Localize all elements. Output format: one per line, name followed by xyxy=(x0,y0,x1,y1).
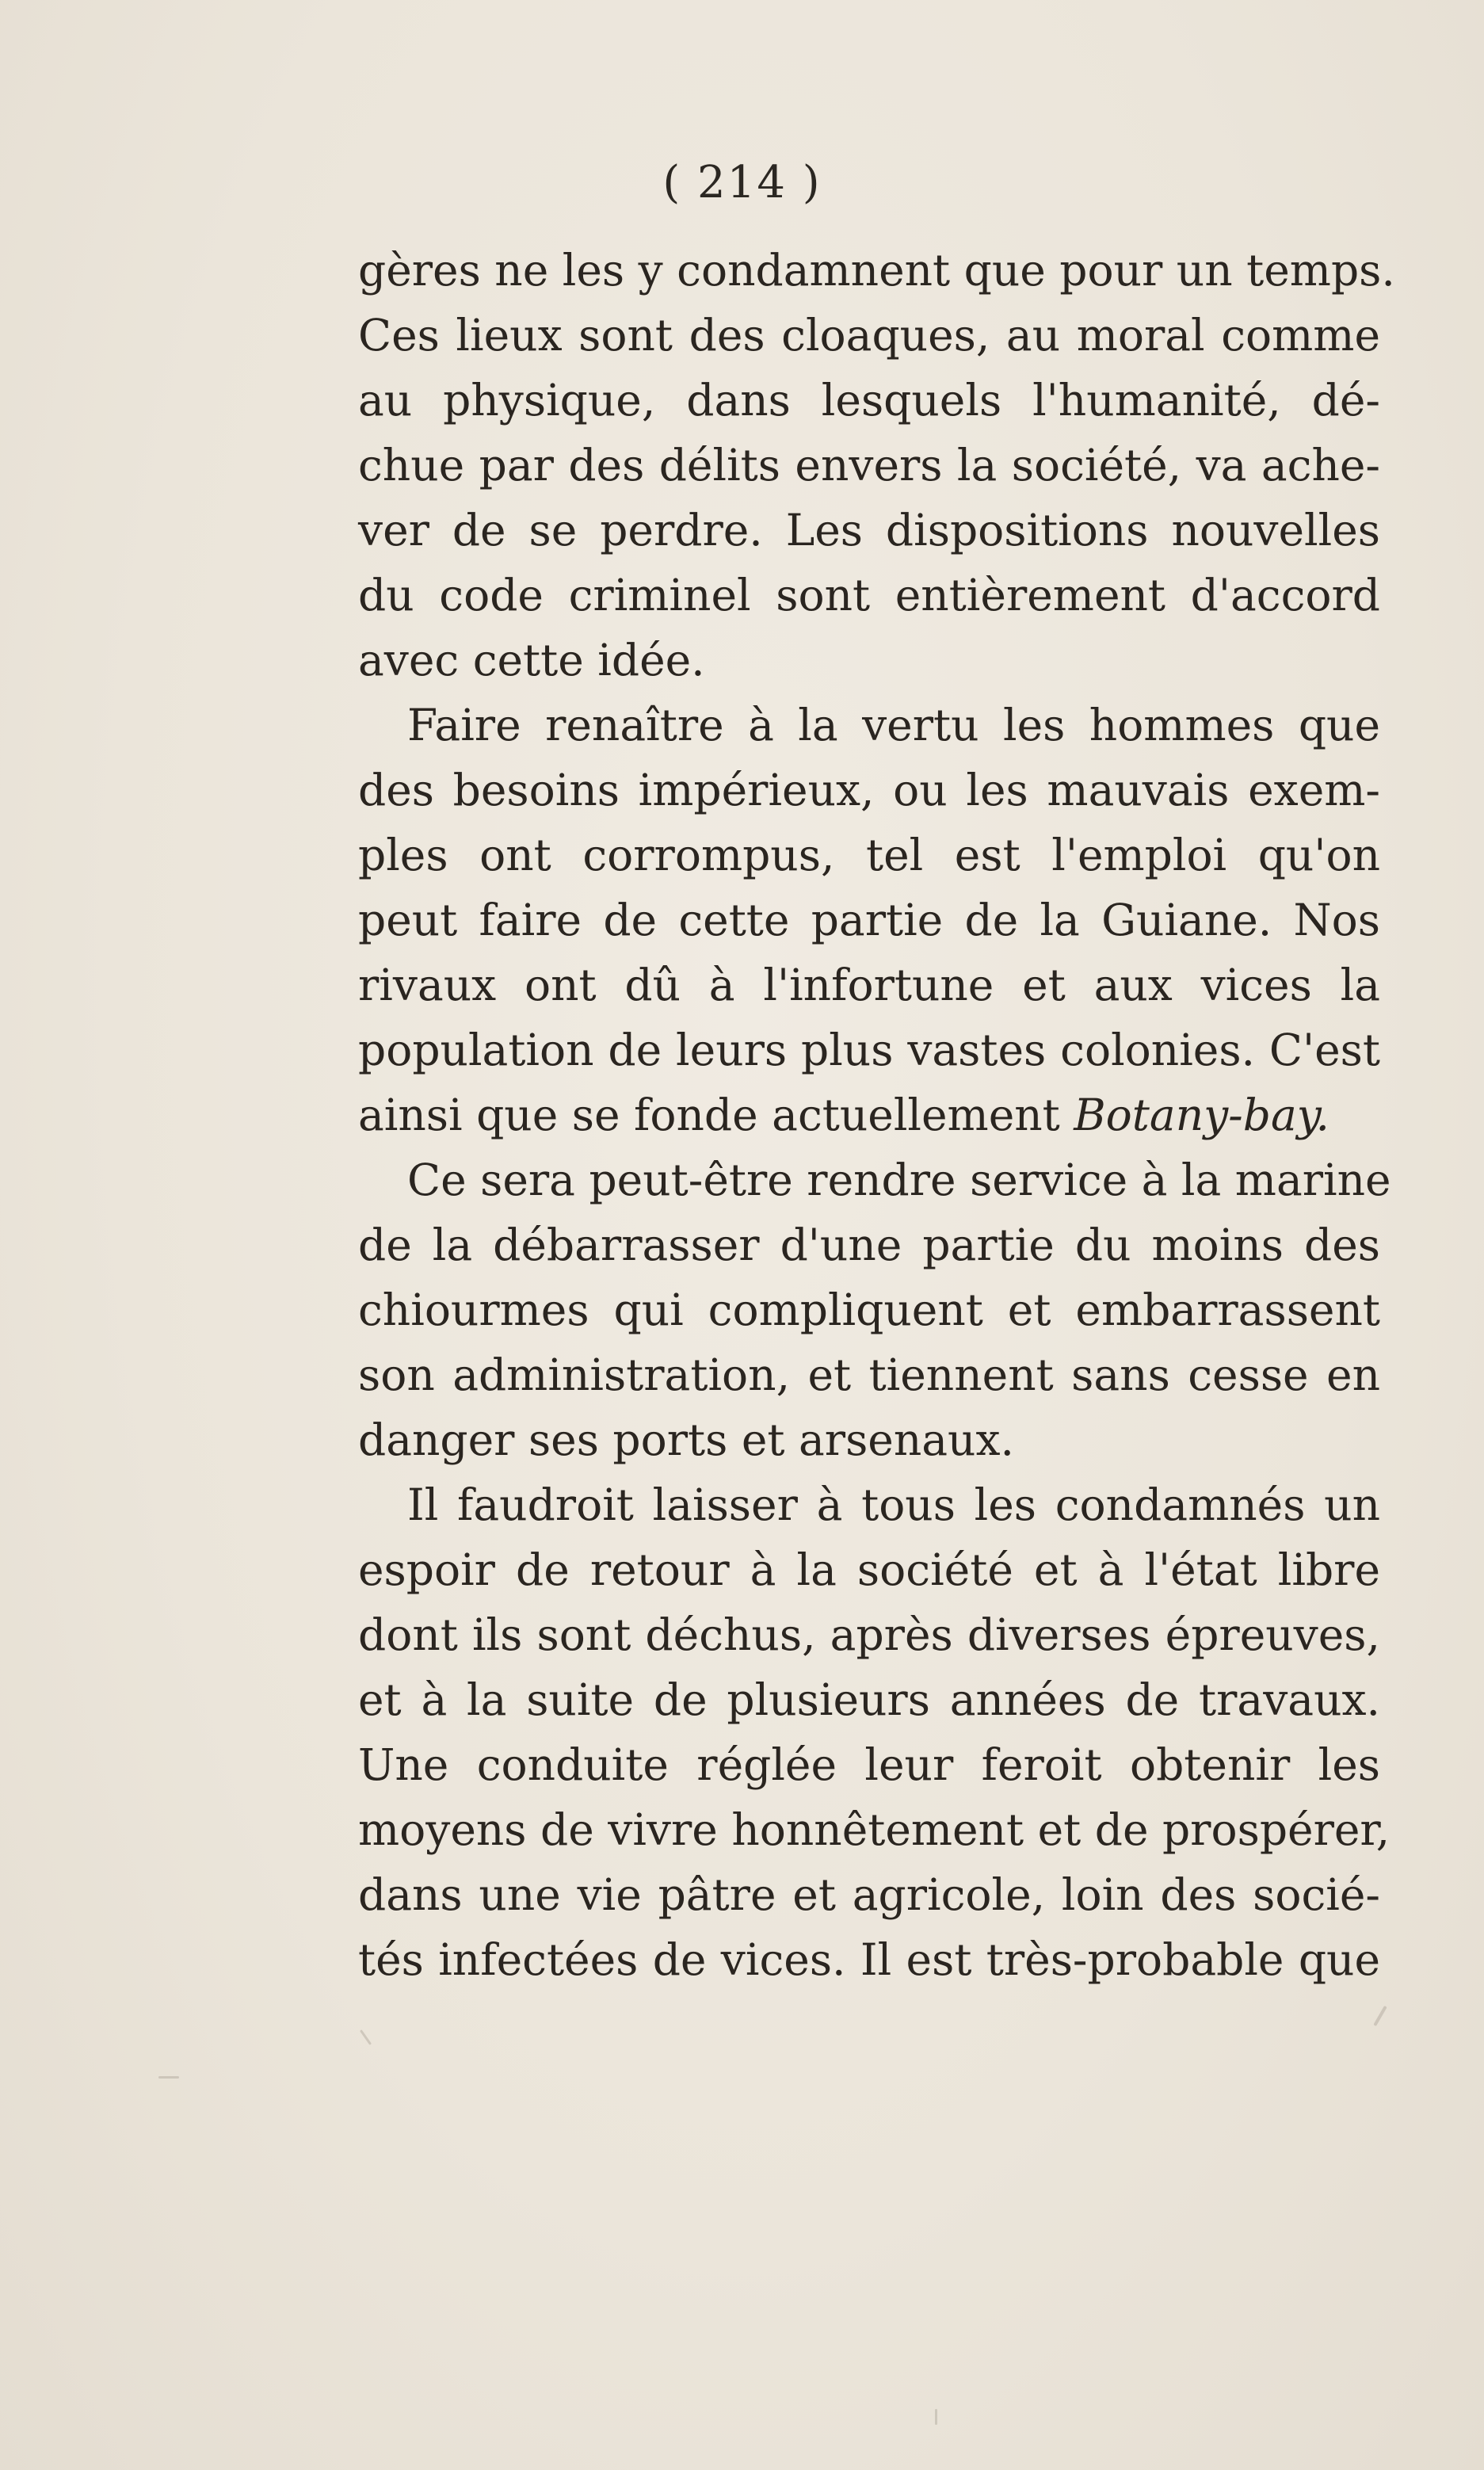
text-line: Faire renaître à la vertu les hommes que xyxy=(407,700,1380,750)
text-line: moyens de vivre honnêtement et de prospérer, xyxy=(358,1804,1391,1855)
text-line: tés infectées de vices. Il est très-probable que xyxy=(358,1934,1380,1985)
text-line: son administration, et tiennent sans cesse en xyxy=(358,1350,1380,1400)
text-line: ver de se perdre. Les dispositions nouvelles xyxy=(358,505,1380,555)
text-line: rivaux ont dû à l'infortune et aux vices la xyxy=(358,960,1380,1010)
text-line: gères ne les y condamnent que pour un temps. xyxy=(358,245,1395,296)
text-line: et à la suite de plusieurs années de travaux. xyxy=(358,1674,1380,1725)
text-line: des besoins impérieux, ou les mauvais exem- xyxy=(358,765,1380,815)
paper-speck xyxy=(360,2029,372,2045)
text-segment: ainsi que se fonde actuellement xyxy=(358,1090,1074,1140)
page-number: ( 214 ) xyxy=(662,157,822,208)
text-line: chiourmes qui compliquent et embarrassent xyxy=(358,1285,1380,1335)
text-line: ples ont corrompus, tel est l'emploi qu'on xyxy=(358,830,1380,880)
text-line: peut faire de cette partie de la Guiane. Nos xyxy=(358,895,1380,945)
text-line: dont ils sont déchus, après diverses épreuves, xyxy=(358,1609,1380,1660)
text-line: Il faudroit laisser à tous les condamnés un xyxy=(407,1479,1380,1530)
text-line: Ces lieux sont des cloaques, au moral comme xyxy=(358,310,1380,361)
paper-speck xyxy=(935,2409,937,2425)
place-name-italic: Botany-bay. xyxy=(1074,1090,1330,1140)
text-line: chue par des délits envers la société, va ache- xyxy=(358,440,1380,491)
text-line: du code criminel sont entièrement d'accord xyxy=(358,570,1380,620)
text-line: espoir de retour à la société et à l'état libre xyxy=(358,1544,1380,1595)
paper-speck xyxy=(158,2076,179,2079)
text-line: au physique, dans lesquels l'humanité, dé- xyxy=(358,375,1380,426)
text-line: de la débarrasser d'une partie du moins des xyxy=(358,1220,1380,1270)
text-line: avec cette idée. xyxy=(358,635,705,685)
text-line: danger ses ports et arsenaux. xyxy=(358,1414,1014,1465)
text-line xyxy=(358,1082,1380,1147)
text-line: Ce sera peut-être rendre service à la marine xyxy=(407,1155,1391,1205)
text-line: Une conduite réglée leur feroit obtenir les xyxy=(358,1739,1380,1790)
paper-speck xyxy=(1373,2006,1387,2026)
text-line: population de leurs plus vastes colonies. C'est xyxy=(358,1025,1380,1075)
text-line: dans une vie pâtre et agricole, loin des socié- xyxy=(358,1869,1380,1920)
